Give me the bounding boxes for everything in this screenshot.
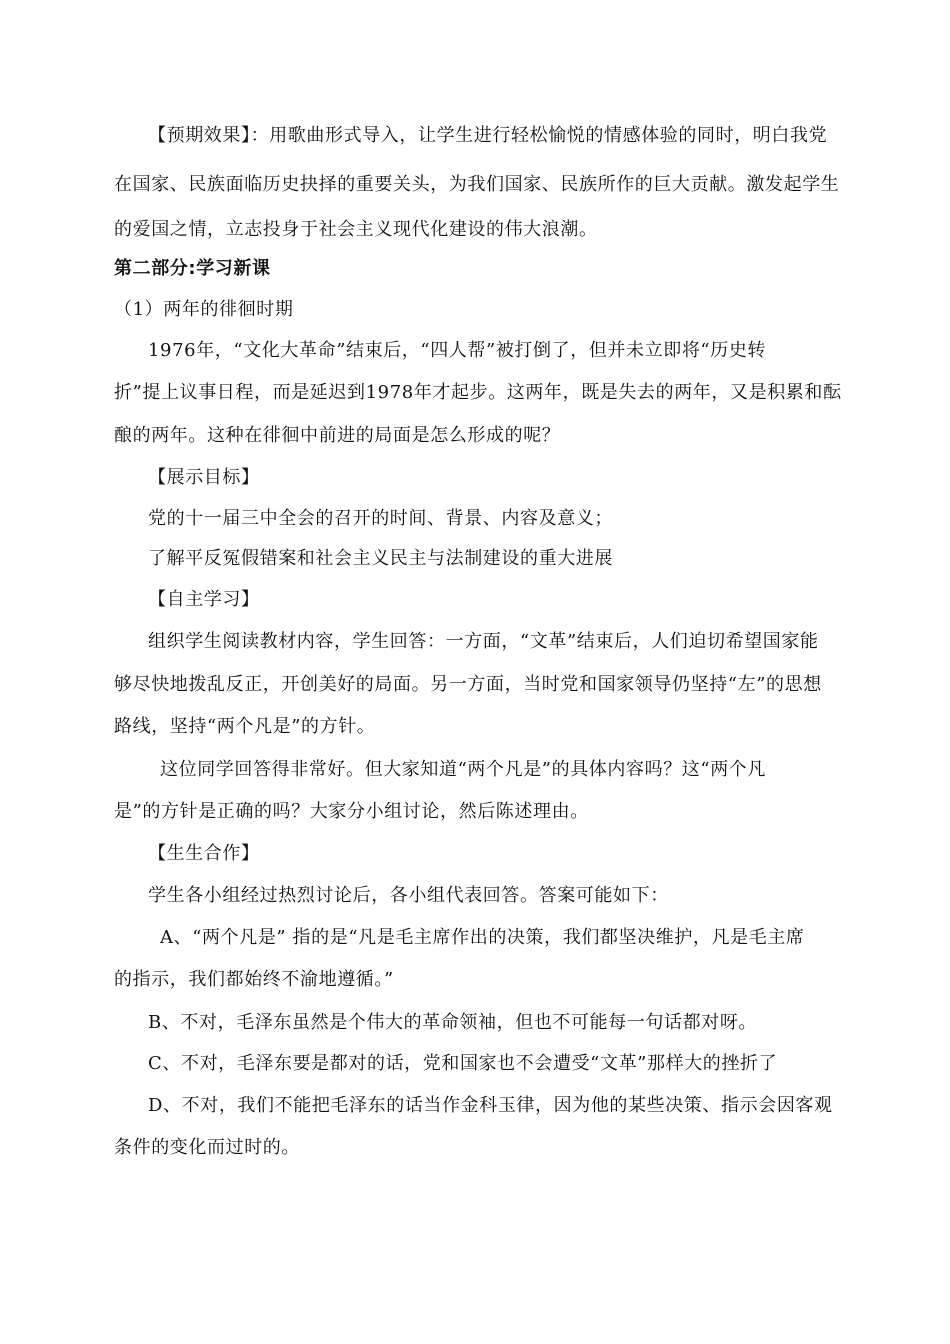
expected-effect-line-3: 的爱国之情，立志投身于社会主义现代化建设的伟大浪潮。 bbox=[114, 219, 598, 240]
heading-peer-cooperation: 【生生合作】 bbox=[148, 843, 260, 864]
answer-d-line-2: 条件的变化而过时的。 bbox=[114, 1137, 300, 1158]
answer-d-line-1: D、不对，我们不能把毛泽东的话当作金科玉律，因为他的某些决策、指示会因客观 bbox=[148, 1095, 833, 1116]
answer-c: C、不对，毛泽东要是都对的话，党和国家也不会遭受“文革”那样大的挫折了 bbox=[148, 1053, 778, 1074]
subsection-title: （1）两年的徘徊时期 bbox=[114, 299, 294, 320]
heading-self-study: 【自主学习】 bbox=[148, 589, 260, 610]
paragraph-1-line-3: 酿的两年。这种在徘徊中前进的局面是怎么形成的呢？ bbox=[114, 425, 561, 446]
paragraph-2-line-2: 够尽快地拨乱反正，开创美好的局面。另一方面，当时党和国家领导仍坚持“左”的思想 bbox=[114, 674, 822, 695]
paragraph-1-line-2: 折”提上议事日程，而是延迟到1978年才起步。这两年，既是失去的两年，又是积累和酝 bbox=[114, 382, 842, 403]
expected-effect-line-1: 【预期效果】：用歌曲形式导入，让学生进行轻松愉悦的情感体验的同时，明白我党 bbox=[148, 125, 828, 146]
paragraph-2-line-1: 组织学生阅读教材内容，学生回答：一方面，“文革”结束后，人们迫切希望国家能 bbox=[148, 631, 819, 652]
answer-b: B、不对，毛泽东虽然是个伟大的革命领袖，但也不可能每一句话都对呀。 bbox=[148, 1012, 758, 1033]
section-heading: 第二部分:学习新课 bbox=[114, 258, 271, 279]
expected-effect-line-2: 在国家、民族面临历史抉择的重要关头，为我们国家、民族所作的巨大贡献。激发起学生 bbox=[114, 174, 840, 195]
goal-item-1: 党的十一届三中全会的召开的时间、背景、内容及意义； bbox=[148, 508, 613, 529]
goal-item-2: 了解平反冤假错案和社会主义民主与法制建设的重大进展 bbox=[148, 548, 613, 569]
answer-a-line-1: A、“两个凡是” 指的是“凡是毛主席作出的决策，我们都坚决维护，凡是毛主席 bbox=[160, 927, 805, 948]
paragraph-4: 学生各小组经过热烈讨论后，各小组代表回答。答案可能如下： bbox=[148, 885, 669, 906]
paragraph-1-line-1: 1976年，“文化大革命”结束后，“四人帮”被打倒了，但并未立即将“历史转 bbox=[148, 340, 767, 361]
paragraph-3-line-1: 这位同学回答得非常好。但大家知道“两个凡是”的具体内容吗？这“两个凡 bbox=[160, 759, 767, 780]
heading-show-goals: 【展示目标】 bbox=[148, 467, 260, 488]
answer-a-line-2: 的指示，我们都始终不渝地遵循。” bbox=[114, 969, 394, 990]
paragraph-3-line-2: 是”的方针是正确的吗？大家分小组讨论，然后陈述理由。 bbox=[114, 801, 589, 822]
paragraph-2-line-3: 路线，坚持“两个凡是”的方针。 bbox=[114, 716, 376, 737]
